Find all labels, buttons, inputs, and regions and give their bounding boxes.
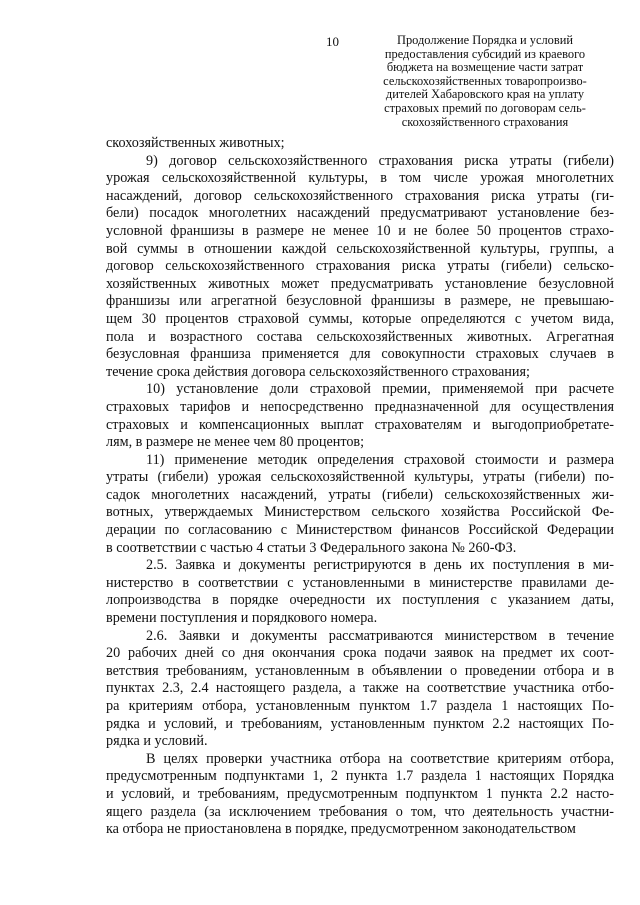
paragraph-line: вотных, утверждаемых Министерством сельского хозяйства Российской Фе- xyxy=(106,504,614,521)
paragraph-line: в соответствии с частью 4 статьи 3 Федерального закона № 260-ФЗ. xyxy=(106,539,517,556)
paragraph-line: садок многолетних насаждений, утраты (гибели) сельскохозяйственных жи- xyxy=(106,486,614,503)
running-head-line: предоставления субсидий из краевого xyxy=(384,46,586,61)
running-head-line: Продолжение Порядка и условий xyxy=(397,33,573,47)
running-head-line: скохозяйственного страхования xyxy=(401,114,569,129)
paragraph-line: урожая сельскохозяйственной культуры, в том числе урожая многолетних xyxy=(106,170,614,187)
paragraph-line: времени поступления и порядкового номера. xyxy=(106,610,378,627)
paragraph-line: условной франшизы в размере не менее 10 и не более 50 процентов страхо- xyxy=(106,222,614,239)
paragraph-line: пунктах 2.3, 2.4 настоящего раздела, а также на соответствие участника отбо- xyxy=(106,680,614,697)
paragraph-line: ра критериям отбора, установленным пунктом 1.7 раздела 1 настоящих По- xyxy=(106,698,614,714)
paragraph-line: течение срока действия договора сельскохозяйственного страхования; xyxy=(106,363,530,380)
paragraph-line: дерации по согласованию с Министерством финансов Российской Федерации xyxy=(106,522,614,539)
running-head-line: бюджета на возмещение части затрат xyxy=(386,60,584,75)
paragraph-line: нистерство в соответствии с установленными в министерстве правилами де- xyxy=(106,574,614,591)
paragraph-line: 11) применение методик определения страховой стоимости и размера xyxy=(146,451,614,468)
paragraph xyxy=(106,628,614,751)
paragraph xyxy=(106,452,614,558)
paragraph-line: и условий, и требованиям, предусмотренным подпунктом 1 пункта 2.2 насто- xyxy=(106,785,614,802)
paragraph-line: 10) установление доли страховой премии, применяемой при расчете xyxy=(146,381,614,398)
paragraph-line: хозяйственных животных может предусматривать установление безусловной xyxy=(106,275,614,292)
paragraph-line: рядка и условий, и требованиям, установленным пунктом 2.2 настоящих По- xyxy=(106,715,614,732)
paragraph xyxy=(106,153,614,382)
paragraph-line: бели) посадок многолетних насаждений предусматривают установление без- xyxy=(106,205,614,222)
paragraph-line: щем 30 процентов страховой суммы, которые определяются с учетом вида, xyxy=(106,310,614,327)
paragraph-line: В целях проверки участника отбора на соответствие критериям отбора, xyxy=(146,750,614,767)
paragraph xyxy=(106,751,614,839)
paragraph-line: рядка и условий. xyxy=(106,733,208,750)
paragraph-line: 9) договор сельскохозяйственного страхования риска утраты (гибели) xyxy=(146,152,614,169)
running-head-line: страховых премий по договорам сель- xyxy=(384,100,586,115)
paragraph xyxy=(106,381,614,451)
paragraph-line: 2.6. Заявки и документы рассматриваются министерством в течение xyxy=(146,627,614,644)
paragraph xyxy=(106,135,614,153)
paragraph-line: пола и возрастного состава сельскохозяйственных животных. Агрегатная xyxy=(106,328,614,345)
paragraph-line: ка отбора не приостановлена в порядке, предусмотренном законодательством xyxy=(106,821,576,838)
paragraph-line: лопроизводства в порядке очередности их поступления с указанием даты, xyxy=(106,592,614,609)
paragraph-line: 2.5. Заявка и документы регистрируются в день их поступления в ми- xyxy=(146,557,614,574)
paragraph-line: предусмотренным подпунктами 1, 2 пункта 1.7 раздела 1 настоящих Порядка xyxy=(106,768,614,785)
paragraph-line: ветствия требованиям, установленным в объявлении о проведении отбора и в xyxy=(106,662,614,679)
paragraph-line: скохозяйственных животных; xyxy=(106,135,285,151)
running-head-line: дителей Хабаровского края на уплату xyxy=(385,87,585,102)
paragraph-line: страховых тарифов и непосредственно предназначенной для осуществления xyxy=(106,398,614,415)
page-number: 10 xyxy=(326,34,339,49)
paragraph-line: договор сельскохозяйственного страхования риска утраты (гибели) сельско- xyxy=(106,258,614,275)
body-text xyxy=(106,135,614,839)
paragraph-line: страховых и компенсационных выплат страхователям и выгодоприобретате- xyxy=(106,416,614,433)
paragraph-line: утраты (гибели) урожая сельскохозяйственной культуры, утраты (гибели) по- xyxy=(106,469,614,486)
paragraph xyxy=(106,557,614,627)
paragraph-line: безусловная франшиза применяется для совокупности страховых случаев в xyxy=(106,346,614,363)
paragraph-line: 20 рабочих дней со дня окончания срока подачи заявок на предмет их соот- xyxy=(106,645,614,662)
paragraph-line: насаждений, договор сельскохозяйственного страхования риска утраты (ги- xyxy=(106,187,614,204)
paragraph-line: лям, в размере не менее чем 80 процентов; xyxy=(106,434,365,451)
paragraph-line: вой суммы в отношении каждой сельскохозяйственной культуры, группы, а xyxy=(106,240,614,257)
paragraph-line: ящего раздела (за исключением требования о том, что деятельность участни- xyxy=(106,803,614,820)
paragraph-line: франшизы или агрегатной безусловной франшизы в размере, не превышаю- xyxy=(106,293,614,310)
running-head xyxy=(365,34,605,129)
running-head-line: сельскохозяйственных товаропроизво- xyxy=(383,73,587,88)
